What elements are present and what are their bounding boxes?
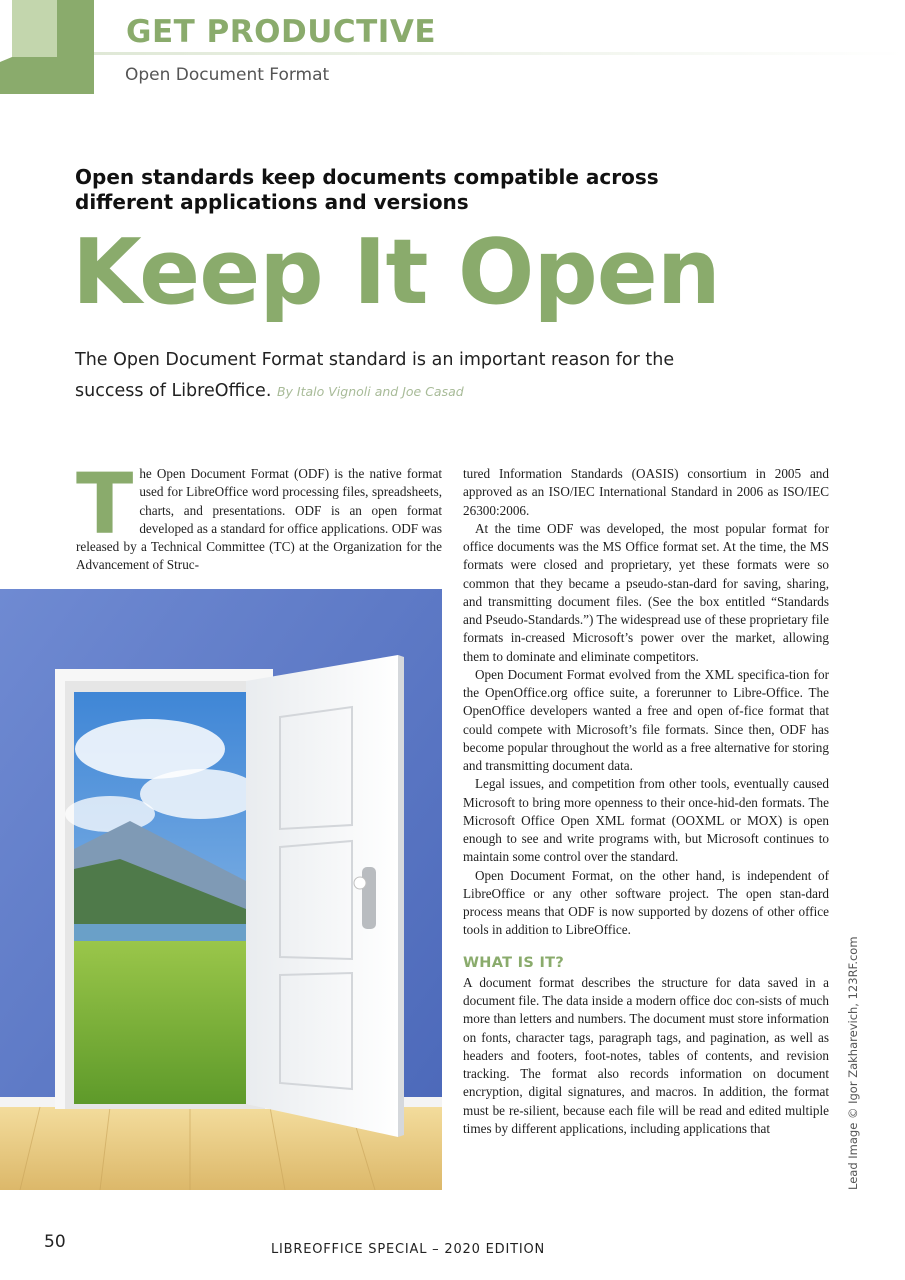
paragraph: Open Document Format, on the other hand, is independent of LibreOffice or any other software project. The open stan-dard process means that ODF is now supported by dozens of other office tools in addition to LibreOffice. [463, 867, 829, 938]
body-column-2 [463, 465, 829, 1138]
image-credit: Lead Image © Igor Zakharevich, 123RF.com [846, 936, 860, 1190]
byline: By Italo Vignoli and Joe Casad [276, 384, 464, 399]
subhead-what-is-it: WHAT IS IT? [463, 954, 565, 971]
corner-decoration [0, 0, 94, 94]
paragraph: he Open Document Format (ODF) is the native format used for LibreOffice word processing files, spreadsheets, charts, and presentations. ODF is an open format developed as a standard for office applications. ODF was released by a Technical Committee (TC) at the Organization for the Advancement of Struc- [76, 466, 442, 573]
paragraph: Open Document Format evolved from the XML specifica-tion for the OpenOffice.org office suite, a forerunner to Libre-Office. The OpenOffice developers wanted a free and open of-fice format that could compete with Microsoft’s file formats. Since then, ODF has become popular throughout the world as a free alternative for storing and transmitting document data. [463, 666, 829, 773]
header-rule [94, 52, 905, 55]
paragraph: A document format describes the structure for data saved in a document file. The data inside a modern office doc con-sists of much more than letters and numbers. The document must store information on fonts, character tags, paragraph tags, and pagination, as well as headers and footers, foot-notes, tables of contents, and revision tracking. The format also records information on document encryption, digital signatures, and macros. In addition, the format must be re-silient, because each file will be read and edited multiple times by different applications, including applications that [463, 974, 829, 1136]
article-lead [75, 345, 675, 407]
lead-text: The Open Document Format standard is an important reason for the success of LibreOffice. [75, 350, 675, 401]
paragraph: Legal issues, and competition from other tools, eventually caused Microsoft to bring more openness to their once-hid-den formats. The Microsoft Office Open XML format (OOXML or MOX) is open enough to see and write programs with, but Microsoft continues to maintain some control over the standard. [463, 776, 829, 865]
lead-image-open-door [0, 589, 442, 1190]
paragraph: tured Information Standards (OASIS) consortium in 2005 and approved as an ISO/IEC International Standard in 2006 as ISO/IEC 26300:2006. [463, 466, 829, 518]
article-title: Keep It Open [72, 220, 720, 325]
page-number: 50 [44, 1232, 66, 1252]
drop-cap: T [76, 455, 134, 553]
section-title: GET PRODUCTIVE [126, 14, 437, 50]
article-deck: Open standards keep documents compatible across different applications and versions [75, 165, 659, 214]
publication-footer: LIBREOFFICE SPECIAL – 2020 EDITION [271, 1242, 546, 1257]
paragraph: At the time ODF was developed, the most popular format for office documents was the MS Office format set. At the time, the MS formats were closed and proprietary, yet these formats were so common that they became a pseudo-stan-dard for saving, sharing, and transmitting document files. (See the box entitled “Standards and Pseudo-Standards.”) The widespread use of these proprietary file formats in-creased Microsoft’s power over the market, allowing them to dominate and eliminate competitors. [463, 520, 829, 664]
subsection-title: Open Document Format [125, 65, 330, 85]
body-column-1 [76, 455, 442, 575]
